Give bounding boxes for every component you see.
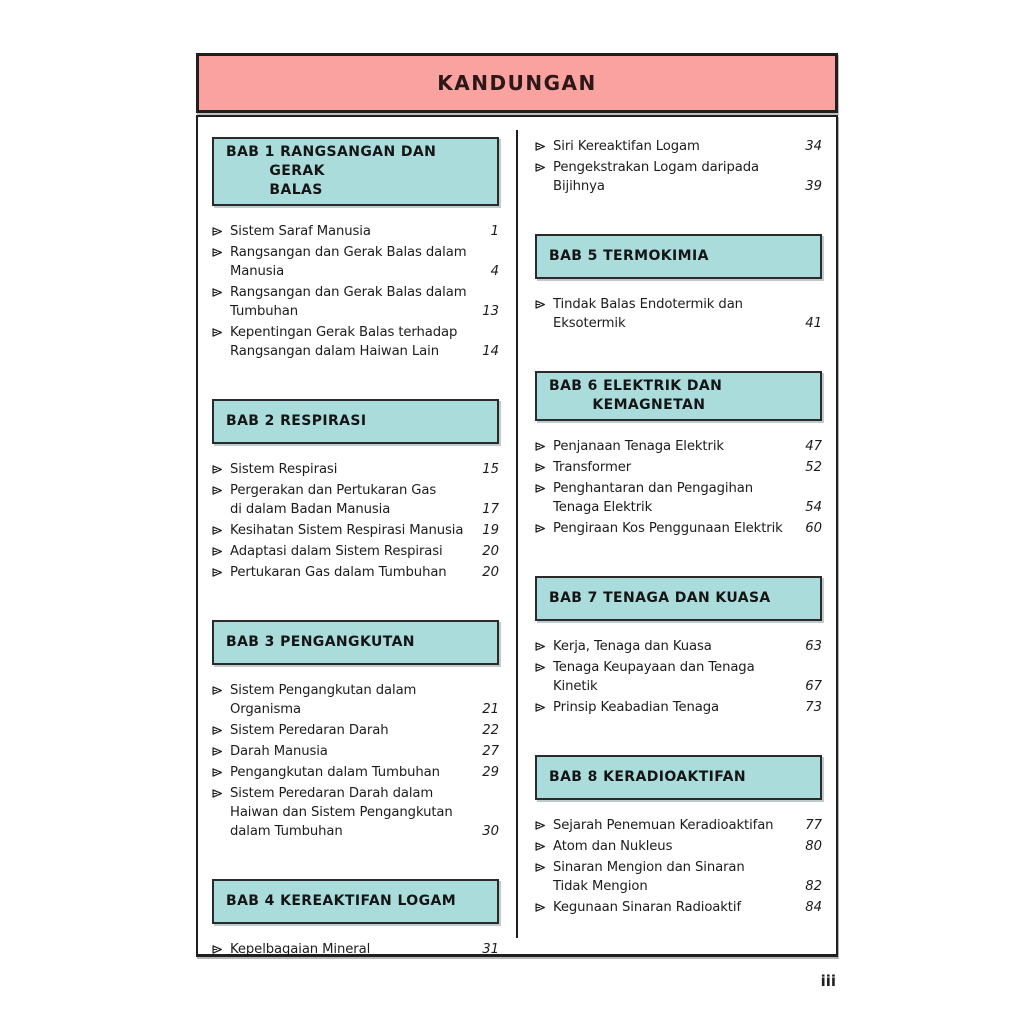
toc-item-list xyxy=(535,437,822,538)
chapter-heading xyxy=(212,620,499,665)
toc-entry-page: 84 xyxy=(805,900,822,915)
toc-entry-title: Transformer xyxy=(553,460,632,475)
toc-entry-title: Pengekstrakan Logam daripada Bijihnya xyxy=(553,160,759,194)
toc-item-list xyxy=(212,681,499,841)
toc-entry xyxy=(212,940,499,959)
toc-entry-title: Sistem Respirasi xyxy=(230,462,338,477)
toc-entry-title: Sistem Pengangkutan dalam Organisma xyxy=(230,683,417,717)
contents-header xyxy=(196,53,838,113)
toc-entry-title: Pengiraan Kos Penggunaan Elektrik xyxy=(553,521,783,536)
toc-entry-page: 19 xyxy=(482,523,499,538)
chapter-title: BAB 4 KEREAKTIFAN LOGAM xyxy=(226,893,457,909)
toc-entry xyxy=(212,784,499,841)
toc-entry xyxy=(212,542,499,561)
toc-entry-page: 15 xyxy=(482,462,499,477)
toc-entry-title: Sinaran Mengion dan Sinaran Tidak Mengion xyxy=(553,860,745,894)
toc-item-list xyxy=(212,222,499,361)
toc-entry-page: 29 xyxy=(482,765,499,780)
arrowhead-right-icon xyxy=(212,243,230,258)
chapter-heading xyxy=(212,399,499,444)
toc-entry-title: Sejarah Penemuan Keradioaktifan xyxy=(553,818,774,833)
toc-entry-page: 17 xyxy=(482,502,499,517)
toc-entry-page: 13 xyxy=(482,304,499,319)
toc-entry-title: Pergerakan dan Pertukaran Gas di dalam Badan Manusia xyxy=(230,483,437,517)
toc-entry-title: Prinsip Keabadian Tenaga xyxy=(553,700,719,715)
toc-item-list xyxy=(212,460,499,582)
chapter-heading xyxy=(535,371,822,421)
toc-entry xyxy=(212,323,499,361)
toc-entry-page: 27 xyxy=(482,744,499,759)
toc-entry xyxy=(212,721,499,740)
toc-entry-title: Atom dan Nukleus xyxy=(553,839,673,854)
toc-entry-page: 4 xyxy=(490,264,499,279)
toc-entry-title: Kepentingan Gerak Balas terhadap Rangsangan dalam Haiwan Lain xyxy=(230,325,458,359)
arrowhead-right-icon xyxy=(212,721,230,736)
toc-entry xyxy=(535,458,822,477)
arrowhead-right-icon xyxy=(535,816,553,831)
toc-entry-page: 67 xyxy=(805,679,822,694)
toc-entry xyxy=(212,481,499,519)
toc-entry-title: Pengangkutan dalam Tumbuhan xyxy=(230,765,440,780)
toc-entry xyxy=(535,637,822,656)
arrowhead-right-icon xyxy=(535,658,553,673)
toc-entry xyxy=(212,681,499,719)
toc-entry xyxy=(535,698,822,717)
arrowhead-right-icon xyxy=(535,637,553,652)
page-number: iii xyxy=(820,972,836,990)
arrowhead-right-icon xyxy=(535,858,553,873)
toc-entry xyxy=(212,563,499,582)
toc-entry-page: 82 xyxy=(805,879,822,894)
toc-entry-title: Rangsangan dan Gerak Balas dalam Manusia xyxy=(230,245,467,279)
arrowhead-right-icon xyxy=(535,698,553,713)
arrowhead-right-icon xyxy=(535,437,553,452)
chapter-title: BAB 7 TENAGA DAN KUASA xyxy=(549,590,771,606)
toc-entry xyxy=(212,222,499,241)
toc-entry-title: Adaptasi dalam Sistem Respirasi xyxy=(230,544,443,559)
toc-item-list xyxy=(535,816,822,917)
chapter-title: BAB 2 RESPIRASI xyxy=(226,413,367,429)
contents-body xyxy=(196,115,838,957)
arrowhead-right-icon xyxy=(212,784,230,799)
toc-entry-page: 20 xyxy=(482,544,499,559)
arrowhead-right-icon xyxy=(212,481,230,496)
toc-item-list xyxy=(535,295,822,333)
column-divider xyxy=(516,130,518,938)
arrowhead-right-icon xyxy=(212,460,230,475)
toc-entry-title: Tindak Balas Endotermik dan Eksotermik xyxy=(553,297,743,331)
toc-entry-title: Kegunaan Sinaran Radioaktif xyxy=(553,900,741,915)
arrowhead-right-icon xyxy=(212,940,230,955)
toc-column-right xyxy=(517,131,822,954)
toc-entry-page: 80 xyxy=(805,839,822,854)
toc-entry-page: 21 xyxy=(482,702,499,717)
arrowhead-right-icon xyxy=(535,295,553,310)
toc-entry-page: 73 xyxy=(805,700,822,715)
toc-entry xyxy=(535,158,822,196)
contents-sheet xyxy=(196,53,838,990)
toc-column-left xyxy=(212,131,517,957)
toc-entry-page: 77 xyxy=(805,818,822,833)
chapter-heading xyxy=(535,576,822,621)
toc-entry-page: 41 xyxy=(805,316,822,331)
arrowhead-right-icon xyxy=(212,763,230,778)
chapter-title: BAB 8 KERADIOAKTIFAN xyxy=(549,769,746,785)
chapter-title: BAB 3 PENGANGKUTAN xyxy=(226,634,415,650)
chapter-heading xyxy=(212,879,499,924)
chapter-title: BAB 1 RANGSANGAN DAN GERAK BALAS xyxy=(226,144,437,198)
toc-entry xyxy=(535,519,822,538)
toc-entry-page: 20 xyxy=(482,565,499,580)
toc-entry-title: Sistem Saraf Manusia xyxy=(230,224,371,239)
chapter-title: BAB 6 ELEKTRIK DAN KEMAGNETAN xyxy=(549,378,723,413)
toc-entry-title: Kerja, Tenaga dan Kuasa xyxy=(553,639,712,654)
toc-item-list xyxy=(535,137,822,196)
toc-entry xyxy=(535,295,822,333)
toc-entry-page: 30 xyxy=(482,824,499,839)
chapter-heading xyxy=(212,137,499,206)
toc-entry-title: Sistem Peredaran Darah dalam Haiwan dan Sistem Pengangkutan dalam Tumbuhan xyxy=(230,786,453,839)
toc-entry-title: Kesihatan Sistem Respirasi Manusia xyxy=(230,523,464,538)
chapter-title: BAB 5 TERMOKIMIA xyxy=(549,248,709,264)
toc-entry xyxy=(535,858,822,896)
toc-entry xyxy=(535,479,822,517)
toc-entry xyxy=(535,837,822,856)
arrowhead-right-icon xyxy=(535,458,553,473)
toc-entry-page: 34 xyxy=(805,139,822,154)
toc-entry xyxy=(212,243,499,281)
toc-entry xyxy=(535,658,822,696)
arrowhead-right-icon xyxy=(535,137,553,152)
toc-entry xyxy=(212,742,499,761)
toc-entry xyxy=(535,437,822,456)
toc-entry xyxy=(212,763,499,782)
arrowhead-right-icon xyxy=(535,158,553,173)
toc-entry-page: 47 xyxy=(805,439,822,454)
arrowhead-right-icon xyxy=(212,681,230,696)
toc-entry-page: 60 xyxy=(805,521,822,536)
toc-entry xyxy=(212,521,499,540)
toc-entry-title: Siri Kereaktifan Logam xyxy=(553,139,700,154)
toc-entry-title: Tenaga Keupayaan dan Tenaga Kinetik xyxy=(553,660,755,694)
arrowhead-right-icon xyxy=(535,519,553,534)
arrowhead-right-icon xyxy=(212,563,230,578)
toc-entry-title: Pertukaran Gas dalam Tumbuhan xyxy=(230,565,447,580)
toc-entry xyxy=(212,460,499,479)
toc-item-list xyxy=(535,637,822,717)
arrowhead-right-icon xyxy=(212,323,230,338)
toc-entry-title: Kepelbagaian Mineral xyxy=(230,942,371,957)
toc-entry-page: 22 xyxy=(482,723,499,738)
toc-entry xyxy=(535,898,822,917)
page-title: KANDUNGAN xyxy=(437,71,597,95)
toc-entry-page: 54 xyxy=(805,500,822,515)
arrowhead-right-icon xyxy=(535,837,553,852)
chapter-heading xyxy=(535,755,822,800)
toc-entry xyxy=(535,137,822,156)
chapter-heading xyxy=(535,234,822,279)
arrowhead-right-icon xyxy=(535,898,553,913)
toc-entry-title: Darah Manusia xyxy=(230,744,328,759)
toc-entry-page: 63 xyxy=(805,639,822,654)
arrowhead-right-icon xyxy=(212,542,230,557)
toc-entry-page: 14 xyxy=(482,344,499,359)
arrowhead-right-icon xyxy=(212,222,230,237)
toc-entry-page: 39 xyxy=(805,179,822,194)
toc-entry-page: 52 xyxy=(805,460,822,475)
arrowhead-right-icon xyxy=(212,283,230,298)
toc-entry-title: Rangsangan dan Gerak Balas dalam Tumbuhan xyxy=(230,285,467,319)
toc-entry-title: Penjanaan Tenaga Elektrik xyxy=(553,439,724,454)
arrowhead-right-icon xyxy=(212,521,230,536)
toc-entry-title: Penghantaran dan Pengagihan Tenaga Elektrik xyxy=(553,481,753,515)
toc-entry-page: 1 xyxy=(490,224,499,239)
toc-entry xyxy=(535,816,822,835)
toc-entry-page: 31 xyxy=(482,942,499,957)
arrowhead-right-icon xyxy=(535,479,553,494)
toc-entry-title: Sistem Peredaran Darah xyxy=(230,723,389,738)
toc-entry xyxy=(212,283,499,321)
arrowhead-right-icon xyxy=(212,742,230,757)
toc-item-list xyxy=(212,940,499,959)
